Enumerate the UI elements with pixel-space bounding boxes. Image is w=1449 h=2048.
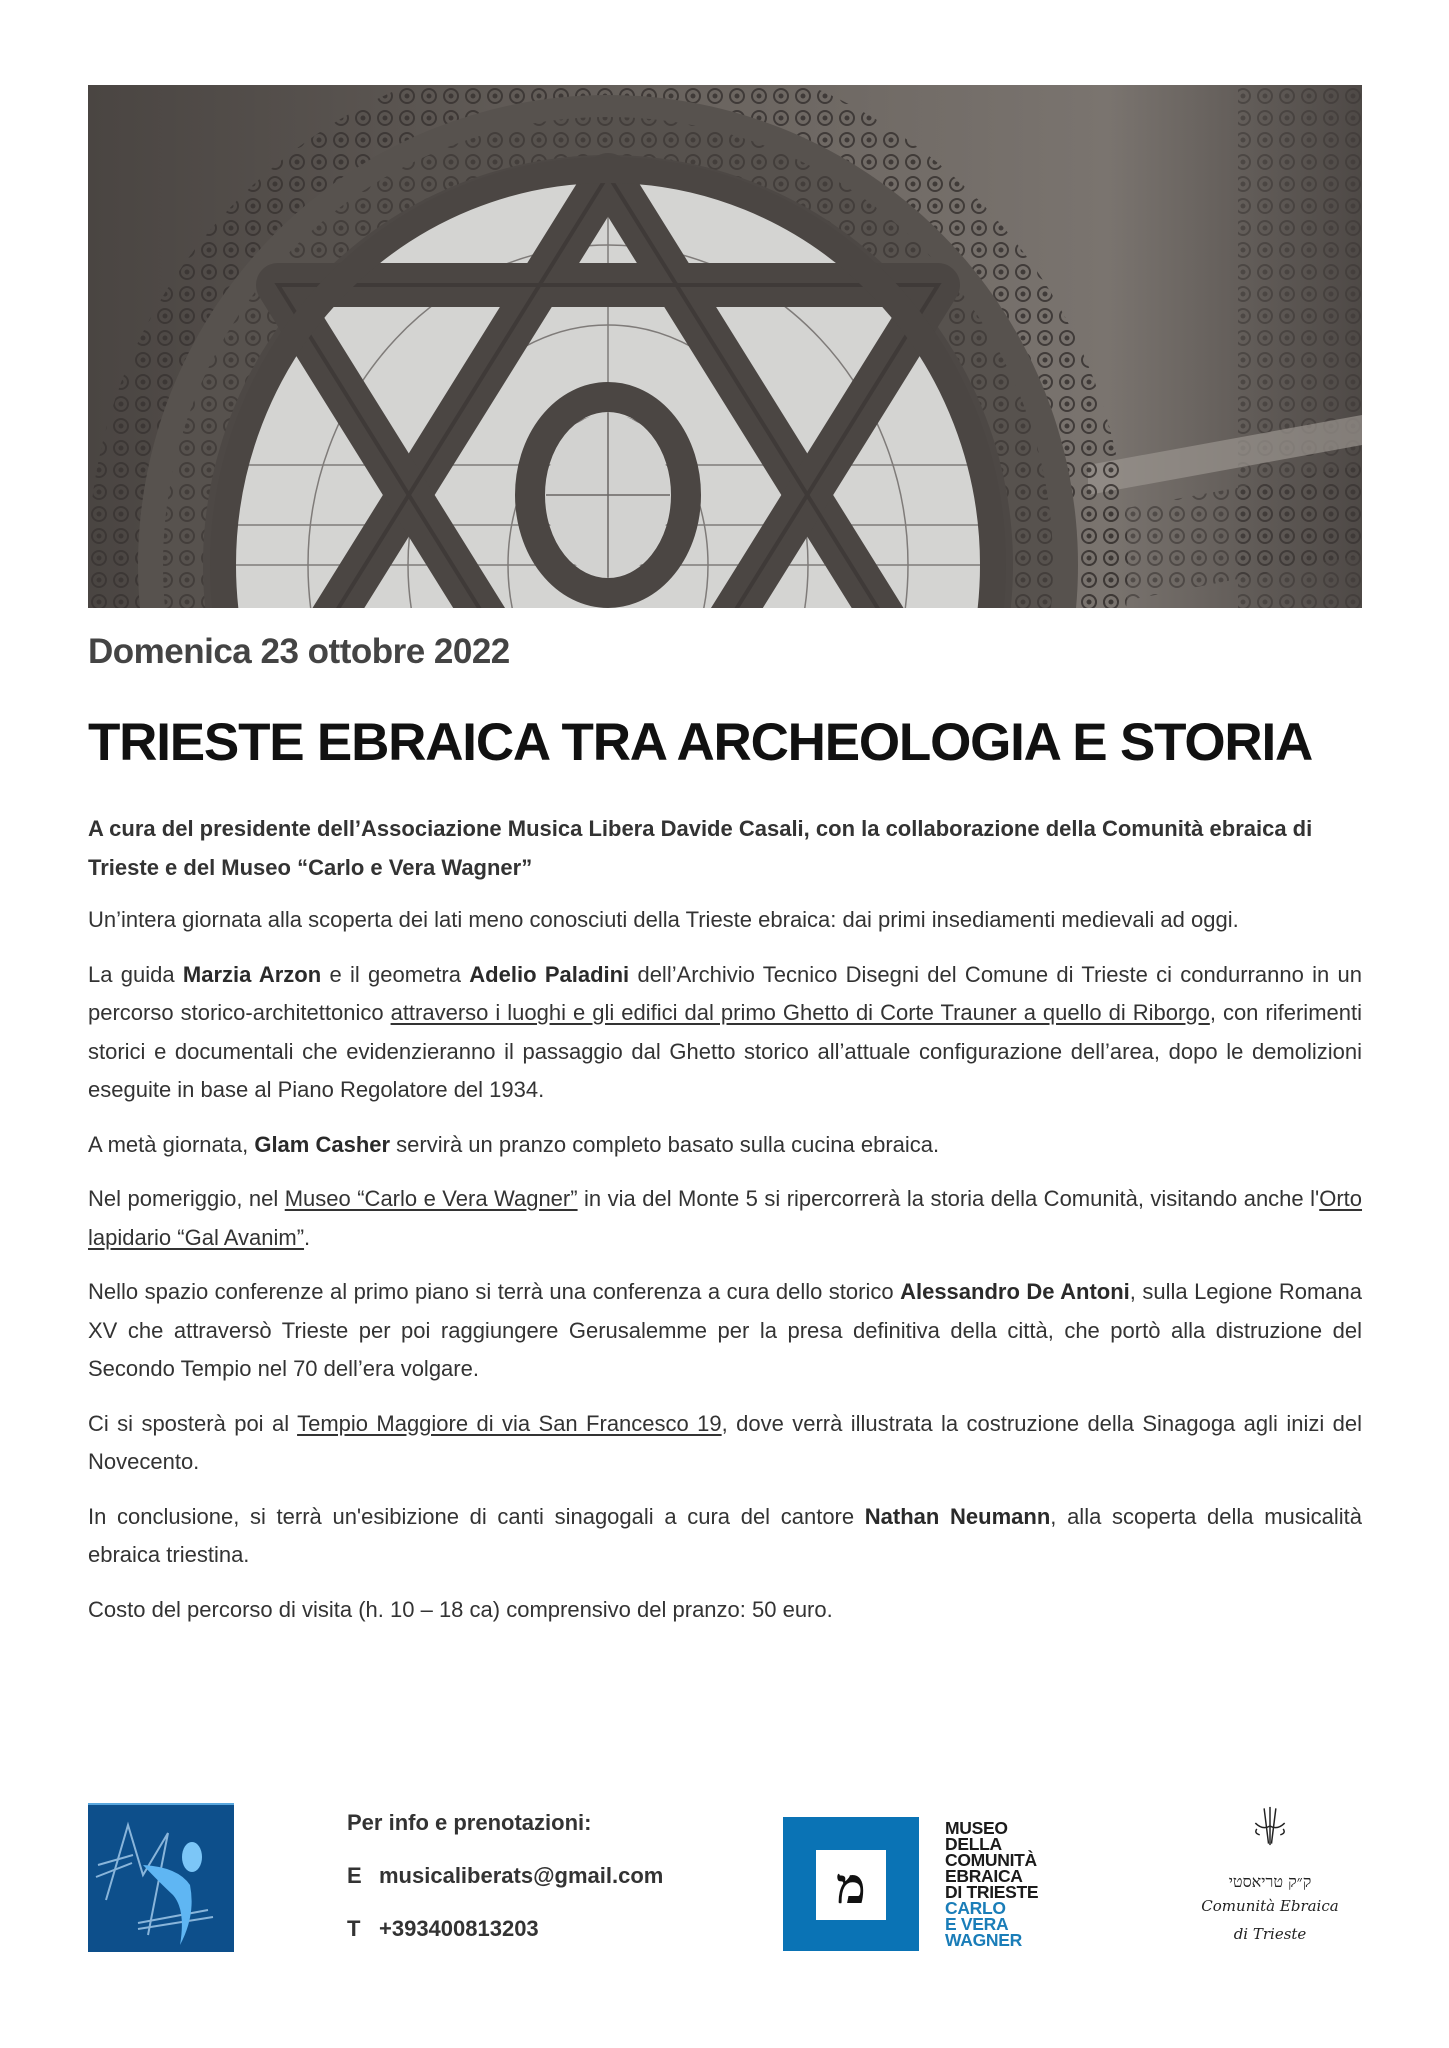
phone-link[interactable]: +393400813203 (379, 1916, 539, 1941)
text: In conclusione, si terrà un'esibizione di canti sinagogali a cura del cantore (88, 1503, 865, 1529)
footer (0, 1790, 1449, 1990)
hebrew-name: ק״ק טריאסטי (1228, 1872, 1312, 1891)
museo-wagner-wordmark (945, 1820, 1038, 1948)
guide-name: Marzia Arzon (182, 961, 322, 987)
museo-wagner-logo (783, 1817, 919, 1951)
wordmark-line: EBRAICA (945, 1866, 1023, 1886)
text: servirà un pranzo completo basato sulla cucina ebraica. (390, 1131, 940, 1157)
info-heading: Per info e prenotazioni: (347, 1810, 592, 1835)
contact-info (347, 1808, 663, 1967)
paragraph-museum (88, 1180, 1362, 1257)
wordmark-line: DI TRIESTE (945, 1882, 1039, 1902)
text: Nel pomeriggio, nel (88, 1186, 285, 1211)
wordmark-line: WAGNER (945, 1930, 1022, 1950)
paragraph-temple (88, 1405, 1362, 1482)
paragraph-conclusion (88, 1498, 1362, 1575)
wheat-sheaf-icon (1248, 1804, 1292, 1848)
event-description (88, 810, 1362, 1645)
paragraph-intro: Un’intera giornata alla scoperta dei lati meno conosciuti della Trieste ebraica: dai primi insediamenti medievali ad oggi. (88, 907, 1239, 932)
paragraph-guides (88, 956, 1362, 1110)
text: , alla scoperta della musicalità ebraica triestina. (88, 1503, 1362, 1567)
text: e il geometra (321, 961, 470, 987)
email-label: E (347, 1863, 362, 1888)
text: dell’Archivio Tecnico Disegni del Comune di Trieste ci condurranno in un percorso storico-architettonico (88, 961, 1362, 1025)
museum-link[interactable]: Museo “Carlo e Vera Wagner” (284, 1186, 578, 1211)
text: Nello spazio conferenze al primo piano si terrà una conferenza a cura dello storico (88, 1279, 901, 1304)
wordmark-line: CARLO (945, 1898, 1006, 1918)
event-date: Domenica 23 ottobre 2022 (88, 632, 510, 671)
paragraph-cost: Costo del percorso di visita (h. 10 – 18 ca) comprensivo del pranzo: 50 euro. (88, 1596, 833, 1622)
star-of-david-window-image (88, 85, 1362, 608)
wordmark-line: E VERA (945, 1914, 1009, 1934)
organizers-lead: A cura del presidente dell’Associazione Musica Libera Davide Casali, con la collaborazione della Comunità ebraica di Trieste e del Museo “Carlo e Vera Wagner” (88, 816, 1313, 880)
cantor-name: Nathan Neumann (864, 1503, 1051, 1529)
email-row (347, 1861, 663, 1914)
orto-lapidario-link[interactable]: Orto lapidario “Gal Avanim” (88, 1186, 1363, 1250)
surveyor-name: Adelio Paladini (469, 961, 630, 987)
paragraph-conference (88, 1273, 1362, 1389)
paragraph-lunch (88, 1126, 1362, 1165)
text: . (304, 1224, 311, 1250)
musica-libera-logo (88, 1803, 234, 1952)
mem-letter-icon: מ (816, 1850, 886, 1920)
text: , dove verrà illustrata la costruzione della Sinagoga agli inizi del Novecento. (88, 1410, 1362, 1474)
text: Ci si sposterà poi al (88, 1410, 298, 1436)
route-link[interactable]: attraverso i luoghi e gli edifici dal primo Ghetto di Corte Trauner a quello di Riborgo (390, 1000, 1210, 1025)
wordmark-line: DELLA (945, 1834, 1002, 1854)
text: in via del Monte 5 si ripercorrerà la storia della Comunità, visitando anche l' (577, 1186, 1320, 1211)
wordmark-line: MUSEO (945, 1818, 1008, 1838)
caterer-name: Glam Casher (254, 1131, 391, 1157)
comunita-ebraica-logo (1190, 1790, 1350, 1965)
tempio-maggiore-link[interactable]: Tempio Maggiore di via San Francesco 19 (297, 1410, 722, 1436)
historian-name: Alessandro De Antoni (900, 1279, 1130, 1304)
comunita-name-line2: di Trieste (1233, 1925, 1307, 1943)
text: La guida (88, 961, 183, 987)
text: , sulla Legione Romana XV che attraversò Trieste per poi raggiungere Gerusalemme per la presa definitiva della città, che portò alla distruzione del Secondo Tempio nel 70 dell’era volgare. (88, 1279, 1362, 1381)
email-link[interactable]: musicaliberats@gmail.com (379, 1863, 664, 1888)
text: A metà giornata, (88, 1131, 255, 1157)
phone-row (347, 1914, 663, 1967)
musica-libera-icon (88, 1805, 234, 1952)
phone-label: T (347, 1916, 361, 1941)
text: , con riferimenti storici e documentali che evidenzieranno il passaggio dal Ghetto storico all’attuale configurazione dell’area, dopo le demolizioni eseguite in base al Piano Regolatore del 1934. (88, 1000, 1362, 1102)
page-title: TRIESTE EBRAICA TRA ARCHEOLOGIA E STORIA (88, 713, 1313, 772)
wordmark-line: COMUNITÀ (945, 1850, 1037, 1870)
comunita-name-line1: Comunità Ebraica (1201, 1897, 1339, 1915)
header-photo (88, 85, 1362, 608)
